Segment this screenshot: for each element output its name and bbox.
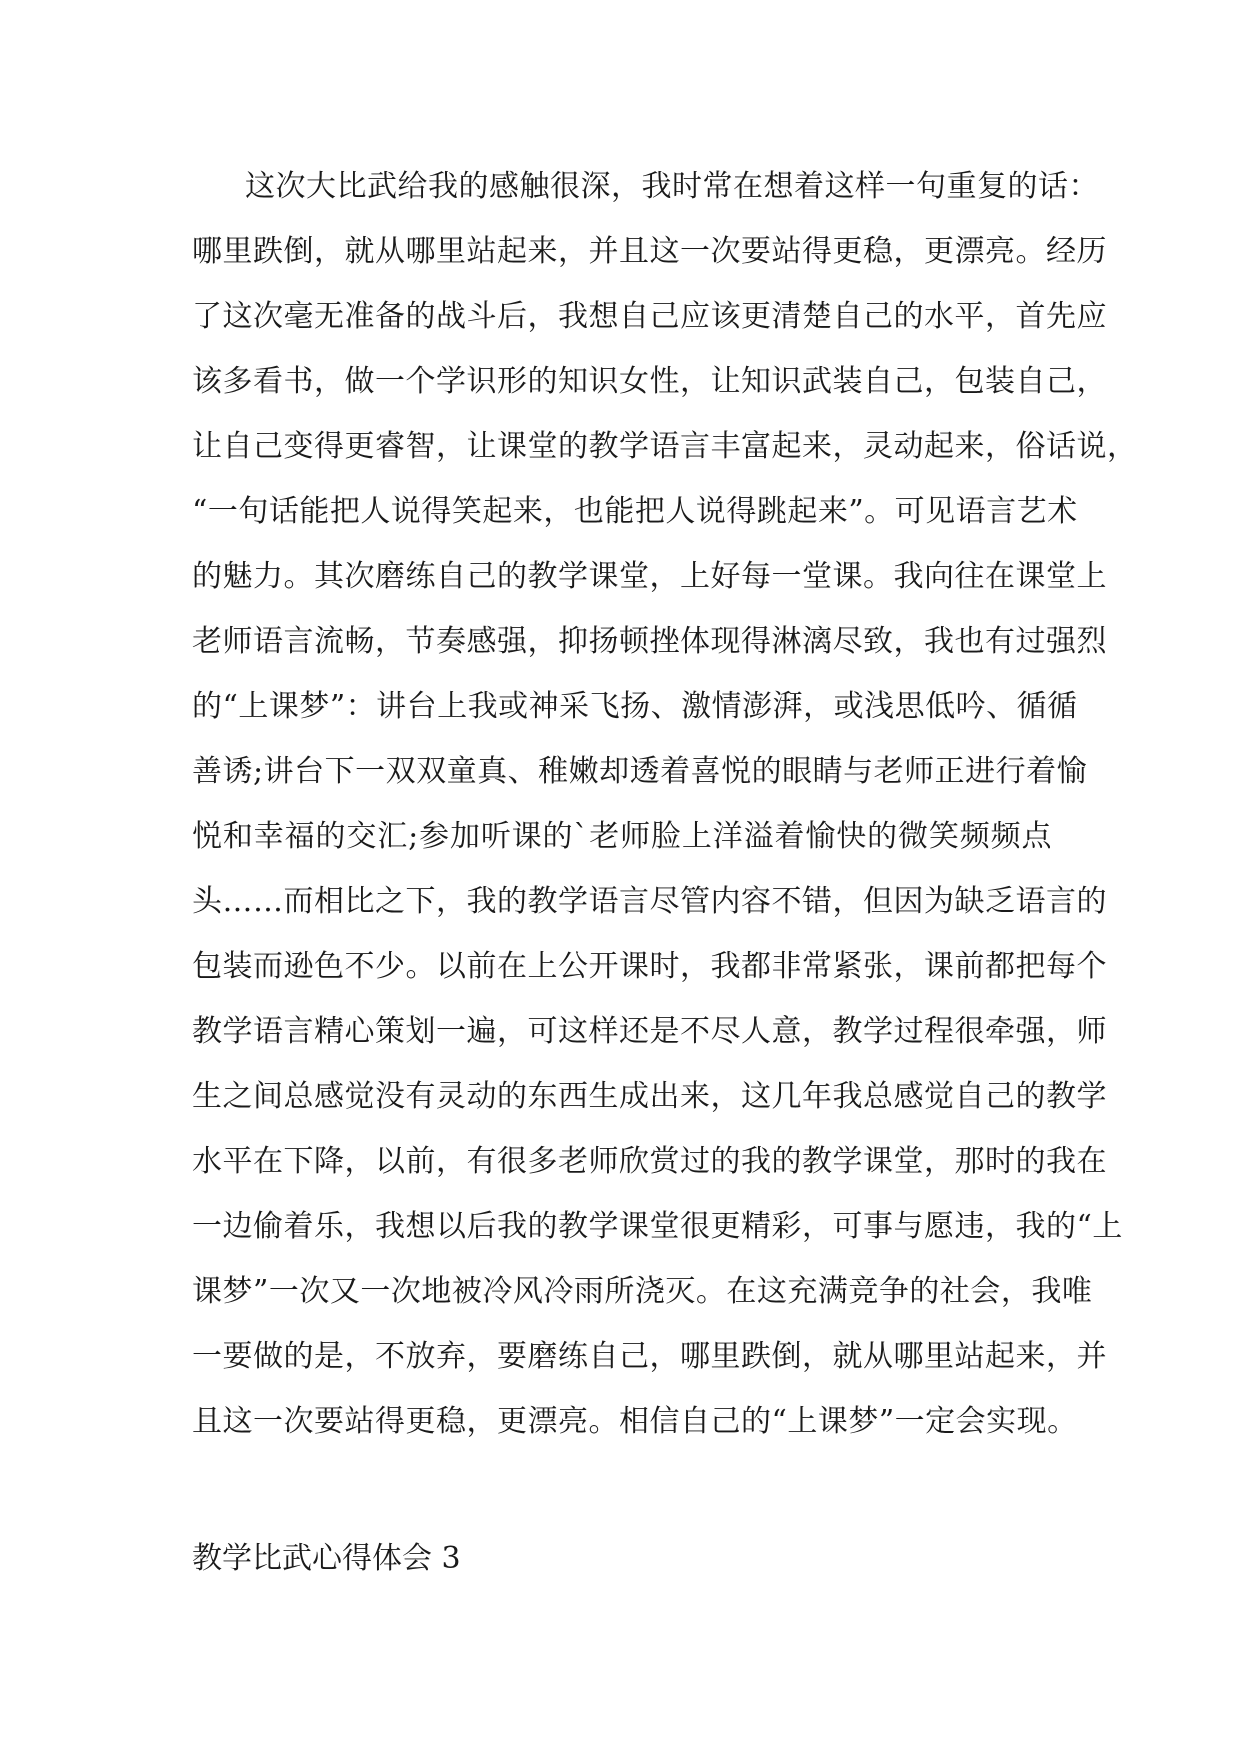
paragraph-line: 且这一次要站得更稳，更漂亮。相信自己的“上课梦”一定会实现。 [192, 1404, 1078, 1439]
paragraph-line: 了这次毫无准备的战斗后，我想自己应该更清楚自己的水平，首先应 [192, 299, 1107, 334]
paragraph-line: 包装而逊色不少。以前在上公开课时，我都非常紧张，课前都把每个 [192, 949, 1107, 984]
paragraph-line: 教学语言精心策划一遍，可这样还是不尽人意，教学过程很牵强，师 [192, 1014, 1107, 1049]
paragraph-line: 哪里跌倒，就从哪里站起来，并且这一次要站得更稳，更漂亮。经历 [192, 234, 1107, 269]
paragraph-line: 课梦”一次又一次地被冷风冷雨所浇灭。在这充满竞争的社会，我唯 [192, 1274, 1093, 1309]
paragraph-line: 悦和幸福的交汇;参加听课的`老师脸上洋溢着愉快的微笑频频点 [192, 819, 1052, 854]
paragraph-line: 水平在下降，以前，有很多老师欣赏过的我的教学课堂，那时的我在 [192, 1144, 1107, 1179]
paragraph-line: 头……而相比之下，我的教学语言尽管内容不错，但因为缺乏语言的 [192, 884, 1107, 919]
paragraph-line: 一边偷着乐，我想以后我的教学课堂很更精彩，可事与愿违，我的“上 [192, 1209, 1123, 1244]
paragraph-line: 该多看书，做一个学识形的知识女性，让知识武装自己，包装自己， [192, 364, 1107, 399]
paragraph-line: 的魅力。其次磨练自己的教学课堂，上好每一堂课。我向往在课堂上 [192, 559, 1107, 594]
body-paragraph [192, 154, 1138, 1454]
paragraph-line: “一句话能把人说得笑起来，也能把人说得跳起来”。可见语言艺术 [192, 494, 1078, 529]
section-heading: 教学比武心得体会 3 [192, 1541, 461, 1576]
paragraph-line: 老师语言流畅，节奏感强，抑扬顿挫体现得淋漓尽致，我也有过强烈 [192, 624, 1107, 659]
paragraph-line: 善诱;讲台下一双双童真、稚嫩却透着喜悦的眼睛与老师正进行着愉 [192, 754, 1088, 789]
paragraph-line: 这次大比武给我的感触很深，我时常在想着这样一句重复的话： [245, 169, 1099, 204]
paragraph-line: 一要做的是，不放弃，要磨练自己，哪里跌倒，就从哪里站起来，并 [192, 1339, 1107, 1374]
paragraph-line: 让自己变得更睿智，让课堂的教学语言丰富起来，灵动起来，俗话说， [192, 429, 1138, 464]
paragraph-line: 的“上课梦”：讲台上我或神采飞扬、激情澎湃，或浅思低吟、循循 [192, 689, 1078, 724]
paragraph-line: 生之间总感觉没有灵动的东西生成出来，这几年我总感觉自己的教学 [192, 1079, 1107, 1114]
